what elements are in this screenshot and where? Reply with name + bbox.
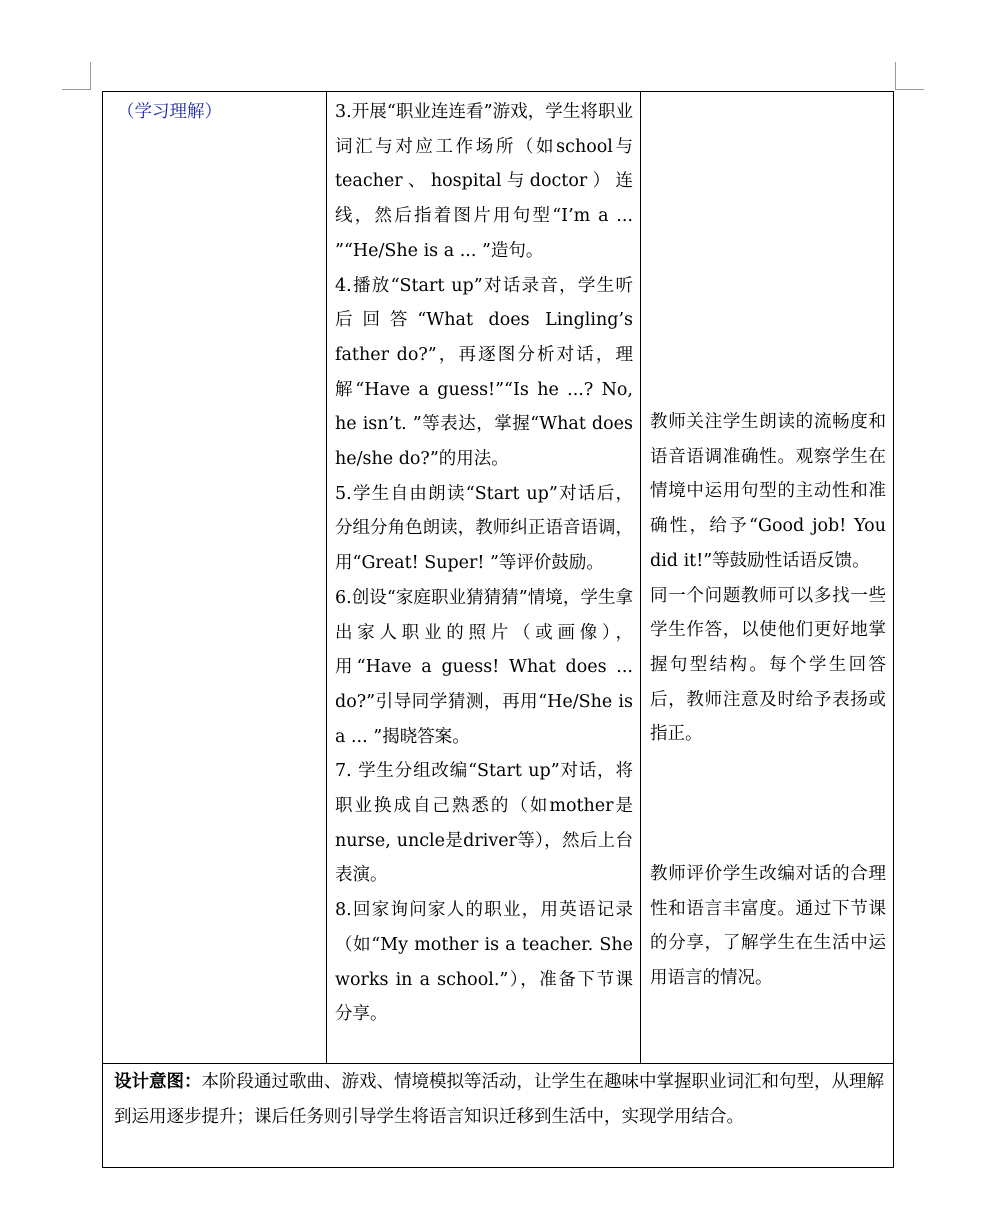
activity-6: 6.创设“家庭职业猜猜猜”情境，学生拿出家人职业的照片（或画像），用“Have a guess! What does ... do?”引导同学猜测，再用“He/She is a ... ”揭晓答案。 — [335, 587, 633, 747]
activity-3: 3.开展“职业连连看”游戏，学生将职业词汇与对应工作场所（如school与teacher、hospital与doctor）连线，然后指着图片用句型“I’m a ... ”“He/She is a ... ”造句。 — [335, 102, 633, 261]
crop-mark — [896, 89, 924, 90]
evaluation-3: 教师评价学生改编对话的合理性和语言丰富度。通过下节课的分享，了解学生在生活中运用语言的情况。 — [650, 864, 886, 989]
design-intent-label: 设计意图： — [114, 1072, 202, 1092]
activities-cell — [326, 91, 641, 1064]
crop-mark — [62, 89, 90, 90]
evaluation-1-text: 教师关注学生朗读的流畅度和语音语调准确性。观察学生在情境中运用句型的主动性和准确性，给予“Good job! You did it!”等鼓励性话语反馈。 — [650, 412, 886, 571]
design-intent-row — [102, 1063, 894, 1168]
crop-mark — [895, 62, 896, 90]
activity-8: 8.回家询问家人的职业，用英语记录（如“My mother is a teacher. She works in a school.”），准备下节课分享。 — [335, 900, 633, 1025]
activity-7: 7. 学生分组改编“Start up”对话，将职业换成自己熟悉的（如mother是nurse, uncle是driver等），然后上台表演。 — [335, 761, 633, 886]
evaluation-cell — [640, 91, 894, 1064]
crop-mark — [90, 62, 91, 90]
evaluation-1 — [650, 405, 886, 752]
activities-text — [335, 95, 633, 1032]
activity-4: 4.播放“Start up”对话录音，学生听后回答“What does Lingling’s father do?”，再逐图分析对话，理解“Have a guess!”“Is he ...? No, he isn’t. ”等表达，掌握“What does he/she do?”的用法。 — [335, 275, 633, 470]
activity-5: 5.学生自由朗读“Start up”对话后，分组分角色朗读，教师纠正语音语调，用“Great! Super! ”等评价鼓励。 — [335, 483, 633, 574]
stage-label: （学习理解） — [117, 102, 222, 122]
evaluation-2-text: 同一个问题教师可以多找一些学生作答，以使他们更好地掌握句型结构。每个学生回答后，教师注意及时给予表扬或指正。 — [650, 585, 886, 745]
design-intent-text — [114, 1065, 884, 1134]
stage-label-cell — [102, 91, 327, 1064]
design-intent-body: 本阶段通过歌曲、游戏、情境模拟等活动，让学生在趣味中掌握职业词汇和句型，从理解到运用逐步提升；课后任务则引导学生将语言知识迁移到生活中，实现学用结合。 — [114, 1072, 884, 1127]
